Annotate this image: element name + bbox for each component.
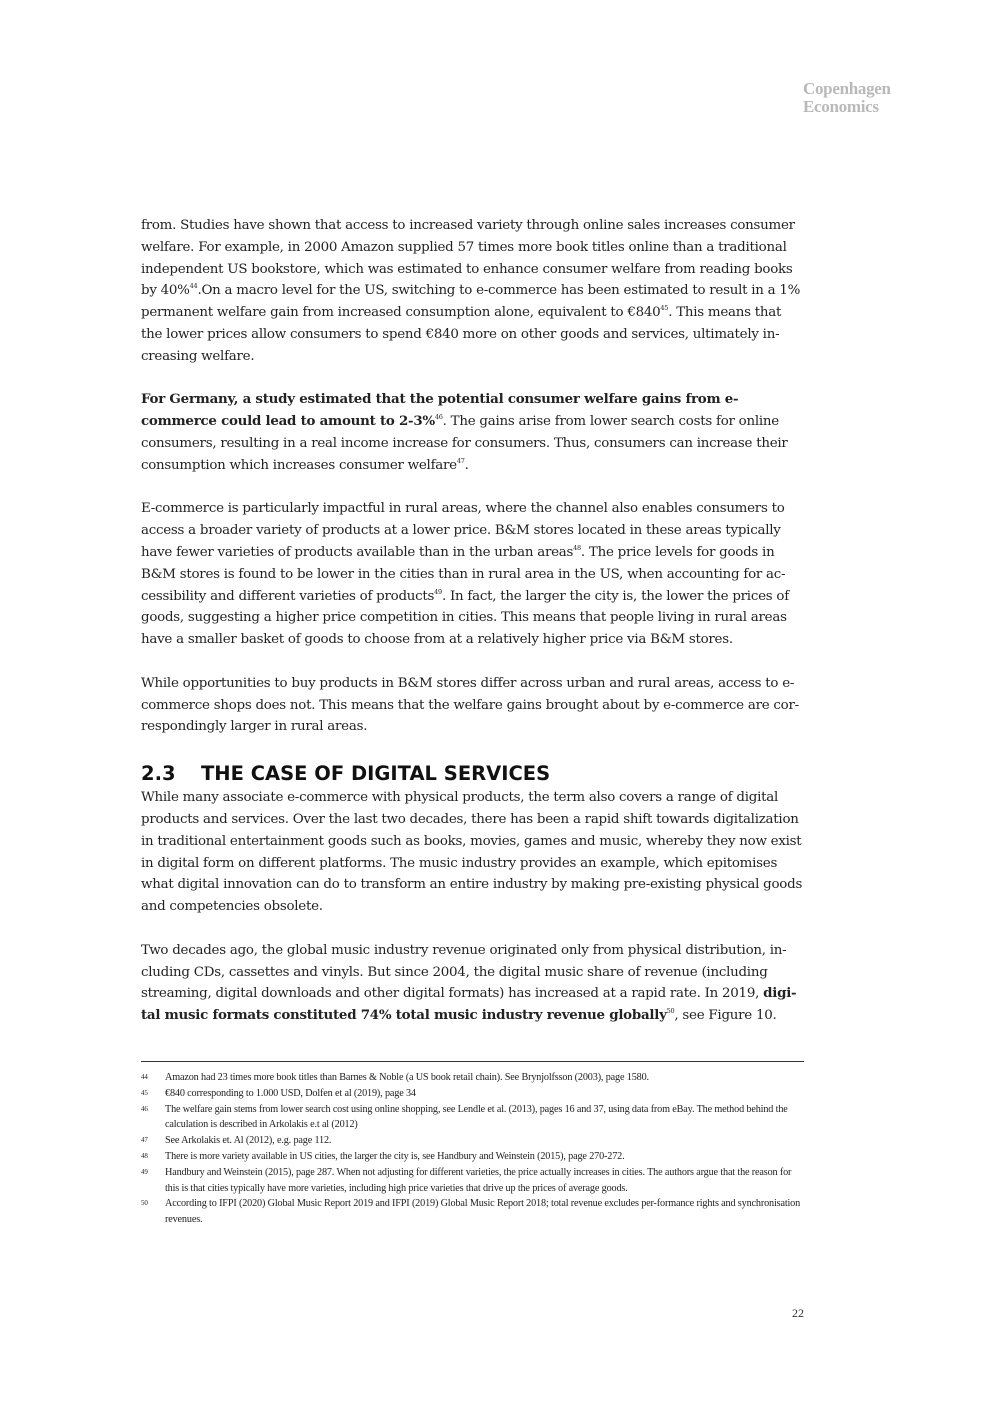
footnote-item	[141, 1149, 805, 1165]
footnote-number: 49	[141, 1167, 148, 1176]
footnote-text: €840 corresponding to 1.000 USD, Dolfen et al (2019), page 34	[165, 1087, 416, 1099]
logo-line-2: Economics	[803, 97, 879, 116]
footnote-text: See Arkolakis et. Al (2012), e.g. page 112.	[165, 1135, 332, 1147]
company-logo	[803, 80, 891, 116]
section-title: THE CASE OF DIGITAL SERVICES	[201, 762, 551, 786]
footnote-text: The welfare gain stems from lower search cost using online shopping, see Lendle et al. (2013), pages 16 and 37, using data from eBay. The method behind the calculation is described in Arkolakis e.t al (2012)	[165, 1103, 788, 1131]
footnote-text: There is more variety available in US cities, the larger the city is, see Handbury and Weinstein (2015), page 270-272.	[165, 1150, 625, 1162]
body-text	[141, 215, 805, 1049]
footnote-text: Handbury and Weinstein (2015), page 287. When not adjusting for different varieties, the price actually increases in cities. The authors argue that the reason for this is that cities typically have more varieties, including high price varieties that drive up the prices of average goods.	[165, 1166, 792, 1194]
footnote-number: 47	[141, 1136, 148, 1145]
footnote-item	[141, 1133, 805, 1149]
logo-line-1: Copenhagen	[803, 79, 891, 98]
section-heading	[141, 762, 805, 786]
footnote-item	[141, 1070, 805, 1086]
footnote-text: According to IFPI (2020) Global Music Report 2019 and IFPI (2019) Global Music Report 2018; total revenue excludes per-formance rights and synchronisation revenues.	[165, 1198, 801, 1226]
footnote-ref[interactable]: 46	[434, 413, 443, 422]
footnote-number: 48	[141, 1151, 148, 1160]
footnote-item	[141, 1102, 805, 1134]
footnote-divider	[141, 1061, 804, 1062]
footnote-number: 44	[141, 1073, 148, 1081]
footnote-ref[interactable]: 49	[434, 587, 442, 596]
footnote-ref[interactable]: 48	[573, 543, 581, 552]
footnote-ref[interactable]: 45	[660, 304, 669, 313]
footnote-item	[141, 1165, 805, 1197]
section-number: 2.3	[141, 762, 176, 786]
bold-highlight: digi-tal music formats constituted 74% total music industry revenue globally	[141, 985, 797, 1024]
footnote-ref[interactable]: 47	[456, 456, 465, 465]
paragraph-4: While opportunities to buy products in B&M stores differ across urban and rural areas, access to e-commerce shops does not. This means that the welfare gains brought about by e-commerce are cor-respondingly larger in rural areas.	[141, 675, 799, 735]
paragraph-5: While many associate e-commerce with physical products, the term also covers a range of digital products and services. Over the last two decades, there has been a rapid shift towards digitalization in traditional entertainment goods such as books, movies, games and music, whereby they now exist in digital form on different platforms. The music industry provides an example, which epitomises what digital innovation can do to transform an entire industry by making pre-existing physical goods and competencies obsolete.	[141, 790, 803, 915]
paragraph-2: For Germany, a study estimated that the potential consumer welfare gains from e-commerce could lead to amount to 2-3%$^{46}$. The gains arise from lower search costs for online consumers, resulting in a real income increase for consumers. Thus, consumers can increase their consumption which increases consumer welfare$^{47}$.	[141, 391, 788, 473]
bold-highlight: For Germany, a study estimated that the potential consumer welfare gains from e-commerce could lead to amount to 2-3%	[141, 391, 739, 430]
paragraph-6: Two decades ago, the global music industry revenue originated only from physical distribution, in-cluding CDs, cassettes and vinyls. But since 2004, the digital music share of revenue (including streaming, digital downloads and other digital formats) has increased at a rapid rate. In 2019, digi-tal music formats constituted 74% total music industry revenue globally$^{50}$, see Figure 10.	[141, 942, 797, 1024]
footnote-number: 46	[141, 1104, 148, 1113]
footnote-number: 45	[141, 1088, 148, 1097]
paragraph-1: from. Studies have shown that access to increased variety through online sales increases consumer welfare. For example, in 2000 Amazon supplied 57 times more book titles online than a traditional independent US bookstore, which was estimated to enhance consumer welfare from reading books by 40%$^{44}$.On a macro level for the US, switching to e-commerce has been estimated to result in a 1% permanent welfare gain from increased consumption alone, equivalent to €840$^{45}$. This means that the lower prices allow consumers to spend €840 more on other goods and services, ultimately in-creasing welfare.	[141, 218, 801, 364]
footnotes	[141, 1070, 805, 1228]
page-number: 22	[792, 1306, 804, 1320]
footnote-number: 50	[141, 1199, 148, 1208]
footnote-item	[141, 1196, 805, 1228]
footnote-item	[141, 1086, 805, 1102]
paragraph-3: E-commerce is particularly impactful in rural areas, where the channel also enables consumers to access a broader variety of products at a lower price. B&M stores located in these areas typically have fewer varieties of products available than in the urban areas$^{48}$. The price levels for goods in B&M stores is found to be lower in the cities than in rural area in the US, when accounting for ac-cessibility and different varieties of products$^{49}$. In fact, the larger the city is, the lower the prices of goods, suggesting a higher price competition in cities. This means that people living in rural areas have a smaller basket of goods to choose from at a relatively higher price via B&M stores.	[141, 501, 789, 648]
footnote-ref[interactable]: 50	[666, 1007, 675, 1016]
footnote-ref[interactable]: 44	[189, 282, 198, 291]
footnote-text: Amazon had 23 times more book titles than Barnes & Noble (a US book retail chain). See Brynjolfsson (2003), page 1580.	[165, 1072, 649, 1083]
